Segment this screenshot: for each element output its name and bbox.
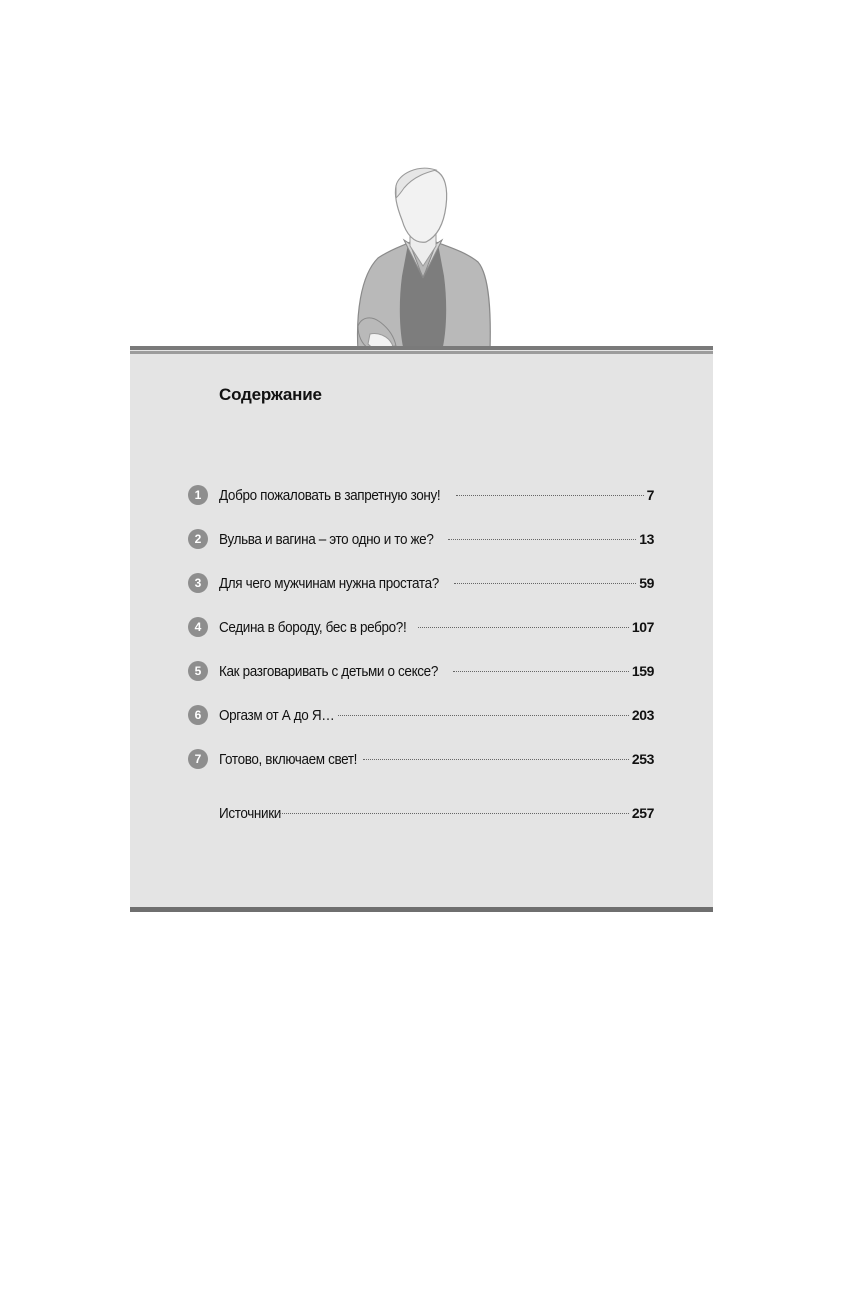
page-number: 107 [631,619,654,635]
toc-panel [130,346,713,912]
toc-entry[interactable] [188,748,654,792]
chapter-number-badge: 3 [188,573,208,593]
dot-leader [279,813,629,814]
dot-leader [418,627,629,628]
toc-line [219,660,654,683]
chapter-number-badge: 5 [188,661,208,681]
chapter-number-badge: 1 [188,485,208,505]
chapter-title: Седина в бороду, бес в ребро?! [219,619,407,636]
page-number: 13 [639,531,654,547]
page-number: 7 [646,487,654,503]
top-rule [130,346,713,350]
toc-entry[interactable] [188,572,654,616]
page-number: 203 [631,707,654,723]
toc-line [219,704,654,727]
toc-entry[interactable] [188,528,654,572]
chapter-number-badge: 6 [188,705,208,725]
toc-line [219,572,654,595]
dot-leader [453,671,629,672]
toc-entry-sources[interactable] [219,802,654,825]
page-number: 257 [631,805,654,821]
chapter-title: Оргазм от А до Я… [219,707,335,724]
sources-title: Источники [219,805,281,822]
toc-line [219,528,654,551]
chapter-title: Как разговаривать с детьми о сексе? [219,663,438,680]
chapter-title: Вульва и вагина – это одно и то же? [219,531,434,548]
bottom-rule [130,907,713,912]
toc-line [219,484,654,507]
chapter-title: Готово, включаем свет! [219,751,358,768]
toc-entry[interactable] [188,484,654,528]
chapter-title: Для чего мужчинам нужна простата? [219,575,439,592]
chapter-number-badge: 7 [188,749,208,769]
top-rule-secondary [130,351,713,354]
toc-list [188,484,654,792]
chapter-number-badge: 4 [188,617,208,637]
dot-leader [338,715,629,716]
dot-leader [363,759,628,760]
man-illustration-icon [348,166,498,366]
toc-entry[interactable] [188,660,654,704]
toc-line [219,616,654,639]
page-number: 159 [631,663,654,679]
dot-leader [448,539,636,540]
toc-title: Содержание [219,385,322,404]
dot-leader [454,583,636,584]
dot-leader [456,495,644,496]
chapter-title: Добро пожаловать в запретную зону! [219,487,441,504]
toc-entry[interactable] [188,704,654,748]
chapter-number-badge: 2 [188,529,208,549]
page-number: 59 [639,575,654,591]
toc-entry[interactable] [188,616,654,660]
page-number: 253 [631,751,654,767]
toc-line [219,748,654,771]
